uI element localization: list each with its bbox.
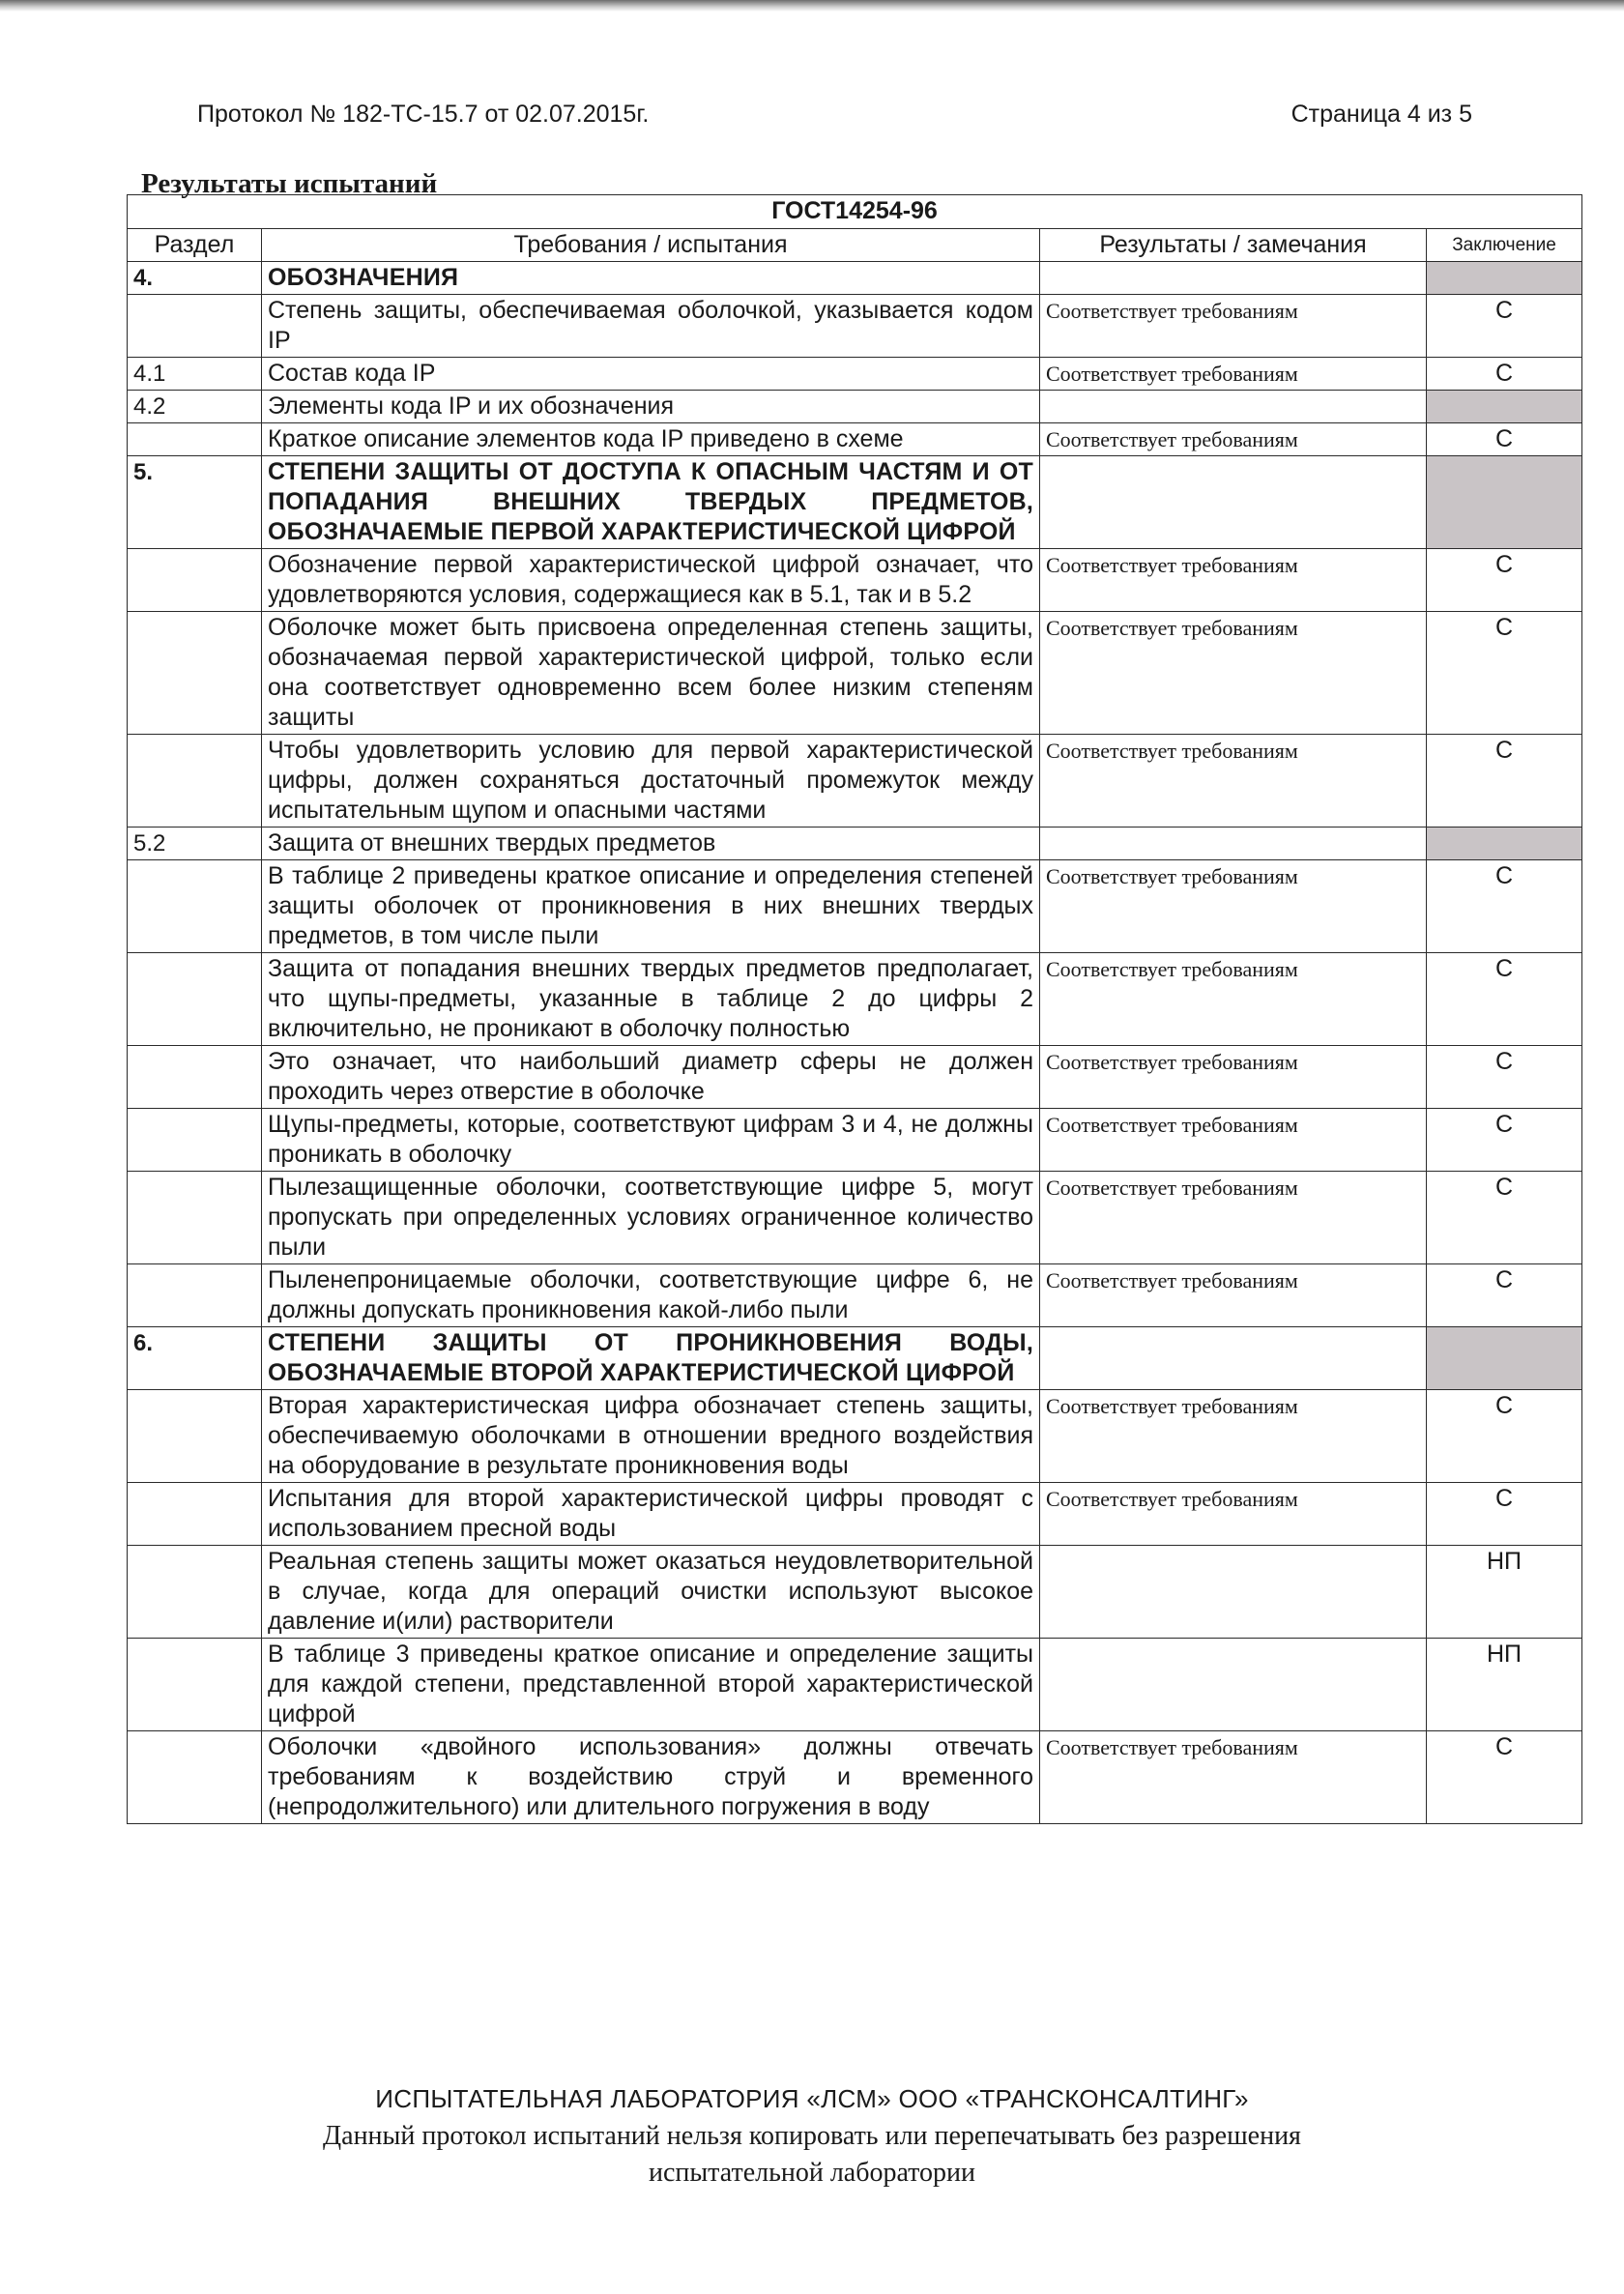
page-number: Страница 4 из 5 — [1290, 101, 1472, 128]
section-cell: 4. — [128, 262, 262, 295]
table-row — [128, 295, 1582, 358]
conclusion-cell — [1427, 828, 1582, 860]
table-row — [128, 1483, 1582, 1546]
requirement-cell: Чтобы удовлетворить условию для первой характеристической цифры, должен сохраняться достаточный промежуток между испытательным щупом и опасными частями — [262, 735, 1040, 828]
results-table — [127, 194, 1582, 1824]
conclusion-cell: С — [1427, 1046, 1582, 1109]
col-header-conclusion: Заключение — [1427, 229, 1582, 262]
table-row — [128, 860, 1582, 953]
result-cell: Соответствует требованиям — [1040, 1390, 1427, 1483]
conclusion-cell — [1427, 391, 1582, 423]
section-cell: 4.1 — [128, 358, 262, 391]
conclusion-cell: С — [1427, 549, 1582, 612]
standard-row — [128, 195, 1582, 229]
requirement-cell: Испытания для второй характеристической цифры проводят с использованием пресной воды — [262, 1483, 1040, 1546]
conclusion-cell: С — [1427, 1172, 1582, 1264]
result-cell: Соответствует требованиям — [1040, 295, 1427, 358]
table-row — [128, 456, 1582, 549]
section-cell — [128, 1483, 262, 1546]
result-cell: Соответствует требованиям — [1040, 1264, 1427, 1327]
column-header-row — [128, 229, 1582, 262]
table-row — [128, 1046, 1582, 1109]
footer-lab-name: ИСПЫТАТЕЛЬНАЯ ЛАБОРАТОРИЯ «ЛСМ» ООО «ТРАНСКОНСАЛТИНГ» — [375, 2084, 1249, 2113]
requirement-cell: В таблице 2 приведены краткое описание и определения степеней защиты оболочек от проникновения в них внешних твердых предметов, в том числе пыли — [262, 860, 1040, 953]
conclusion-cell: С — [1427, 612, 1582, 735]
result-cell: Соответствует требованиям — [1040, 1483, 1427, 1546]
conclusion-cell: С — [1427, 358, 1582, 391]
result-cell: Соответствует требованиям — [1040, 1172, 1427, 1264]
table-row — [128, 1172, 1582, 1264]
section-cell — [128, 423, 262, 456]
table-row — [128, 262, 1582, 295]
result-cell: Соответствует требованиям — [1040, 1731, 1427, 1824]
result-cell: Соответствует требованиям — [1040, 735, 1427, 828]
result-cell — [1040, 1327, 1427, 1390]
section-cell: 5. — [128, 456, 262, 549]
result-cell: Соответствует требованиям — [1040, 953, 1427, 1046]
conclusion-cell — [1427, 262, 1582, 295]
requirement-cell: Это означает, что наибольший диаметр сферы не должен проходить через отверстие в оболочке — [262, 1046, 1040, 1109]
conclusion-cell: НП — [1427, 1546, 1582, 1639]
result-cell: Соответствует требованиям — [1040, 549, 1427, 612]
requirement-cell: Обозначение первой характеристической цифрой означает, что удовлетворяются условия, содержащиеся как в 5.1, так и в 5.2 — [262, 549, 1040, 612]
table-row — [128, 735, 1582, 828]
requirement-cell: Защита от попадания внешних твердых предметов предполагает, что щупы-предметы, указанные в таблице 2 до цифры 2 включительно, не проникают в оболочку полностью — [262, 953, 1040, 1046]
conclusion-cell: С — [1427, 953, 1582, 1046]
result-cell: Соответствует требованиям — [1040, 358, 1427, 391]
result-cell: Соответствует требованиям — [1040, 1046, 1427, 1109]
requirement-cell: Краткое описание элементов кода IP приведено в схеме — [262, 423, 1040, 456]
requirement-cell: Щупы-предметы, которые, соответствуют цифрам 3 и 4, не должны проникать в оболочку — [262, 1109, 1040, 1172]
section-cell — [128, 549, 262, 612]
requirement-cell: ОБОЗНАЧЕНИЯ — [262, 262, 1040, 295]
section-cell — [128, 1109, 262, 1172]
scan-edge — [0, 0, 1624, 12]
section-cell — [128, 612, 262, 735]
section-cell — [128, 860, 262, 953]
table-row — [128, 358, 1582, 391]
section-cell — [128, 1264, 262, 1327]
table-row — [128, 612, 1582, 735]
requirement-cell: Состав кода IP — [262, 358, 1040, 391]
requirement-cell: Вторая характеристическая цифра обозначает степень защиты, обеспечиваемую оболочками в отношении вредного воздействия на оборудование в результате проникновения воды — [262, 1390, 1040, 1483]
section-cell — [128, 295, 262, 358]
conclusion-cell — [1427, 1327, 1582, 1390]
result-cell: Соответствует требованиям — [1040, 1109, 1427, 1172]
result-cell: Соответствует требованиям — [1040, 423, 1427, 456]
requirement-cell: Пыленепроницаемые оболочки, соответствующие цифре 6, не должны допускать проникновения какой-либо пыли — [262, 1264, 1040, 1327]
section-cell — [128, 1731, 262, 1824]
result-cell — [1040, 828, 1427, 860]
section-cell — [128, 735, 262, 828]
section-cell — [128, 1390, 262, 1483]
table-row — [128, 1264, 1582, 1327]
conclusion-cell: С — [1427, 1483, 1582, 1546]
conclusion-cell — [1427, 456, 1582, 549]
section-cell — [128, 1639, 262, 1731]
requirement-cell: СТЕПЕНИ ЗАЩИТЫ ОТ ДОСТУПА К ОПАСНЫМ ЧАСТЯМ И ОТ ПОПАДАНИЯ ВНЕШНИХ ТВЕРДЫХ ПРЕДМЕТОВ, ОБОЗНАЧАЕМЫЕ ПЕРВОЙ ХАРАКТЕРИСТИЧЕСКОЙ ЦИФРОЙ — [262, 456, 1040, 549]
requirement-cell: Степень защиты, обеспечиваемая оболочкой, указывается кодом IP — [262, 295, 1040, 358]
conclusion-cell: С — [1427, 735, 1582, 828]
requirement-cell: Элементы кода IP и их обозначения — [262, 391, 1040, 423]
requirement-cell: Пылезащищенные оболочки, соответствующие цифре 5, могут пропускать при определенных условиях ограниченное количество пыли — [262, 1172, 1040, 1264]
result-cell — [1040, 262, 1427, 295]
section-cell — [128, 1046, 262, 1109]
conclusion-cell: С — [1427, 860, 1582, 953]
footer-notice-line1: Данный протокол испытаний нельзя копировать или перепечатывать без разрешения — [323, 2121, 1301, 2151]
table-row — [128, 828, 1582, 860]
conclusion-cell: НП — [1427, 1639, 1582, 1731]
result-cell — [1040, 1639, 1427, 1731]
result-cell: Соответствует требованиям — [1040, 612, 1427, 735]
table-row — [128, 1390, 1582, 1483]
requirement-cell: Оболочки «двойного использования» должны отвечать требованиям к воздействию струй и временного (непродолжительного) или длительного погружения в воду — [262, 1731, 1040, 1824]
table-row — [128, 1639, 1582, 1731]
result-cell: Соответствует требованиям — [1040, 860, 1427, 953]
col-header-results: Результаты / замечания — [1040, 229, 1427, 262]
conclusion-cell: С — [1427, 1390, 1582, 1483]
conclusion-cell: С — [1427, 1109, 1582, 1172]
requirement-cell: Оболочке может быть присвоена определенная степень защиты, обозначаемая первой характеристической цифрой, только если она соответствует одновременно всем более низким степеням защиты — [262, 612, 1040, 735]
conclusion-cell: С — [1427, 1264, 1582, 1327]
table-row — [128, 423, 1582, 456]
col-header-requirements: Требования / испытания — [262, 229, 1040, 262]
table-row — [128, 391, 1582, 423]
conclusion-cell: С — [1427, 295, 1582, 358]
section-cell: 6. — [128, 1327, 262, 1390]
section-cell: 5.2 — [128, 828, 262, 860]
table-row — [128, 1731, 1582, 1824]
requirement-cell: Защита от внешних твердых предметов — [262, 828, 1040, 860]
result-cell — [1040, 456, 1427, 549]
conclusion-cell: С — [1427, 1731, 1582, 1824]
table-row — [128, 953, 1582, 1046]
requirement-cell: В таблице 3 приведены краткое описание и определение защиты для каждой степени, представленной второй характеристической цифрой — [262, 1639, 1040, 1731]
requirement-cell: СТЕПЕНИ ЗАЩИТЫ ОТ ПРОНИКНОВЕНИЯ ВОДЫ, ОБОЗНАЧАЕМЫЕ ВТОРОЙ ХАРАКТЕРИСТИЧЕСКОЙ ЦИФРОЙ — [262, 1327, 1040, 1390]
table-row — [128, 1327, 1582, 1390]
requirement-cell: Реальная степень защиты может оказаться неудовлетворительной в случае, когда для операций очистки используют высокое давление и(или) растворители — [262, 1546, 1040, 1639]
result-cell — [1040, 1546, 1427, 1639]
section-cell: 4.2 — [128, 391, 262, 423]
standard-title: ГОСТ14254-96 — [128, 195, 1582, 229]
footer-notice-line2: испытательной лаборатории — [648, 2158, 976, 2188]
result-cell — [1040, 391, 1427, 423]
protocol-number: Протокол № 182-ТС-15.7 от 02.07.2015г. — [197, 101, 650, 128]
table-row — [128, 1546, 1582, 1639]
conclusion-cell: С — [1427, 423, 1582, 456]
col-header-section: Раздел — [128, 229, 262, 262]
table-row — [128, 1109, 1582, 1172]
results-title: Результаты испытаний — [141, 168, 438, 199]
table-row — [128, 549, 1582, 612]
section-cell — [128, 1546, 262, 1639]
section-cell — [128, 953, 262, 1046]
section-cell — [128, 1172, 262, 1264]
